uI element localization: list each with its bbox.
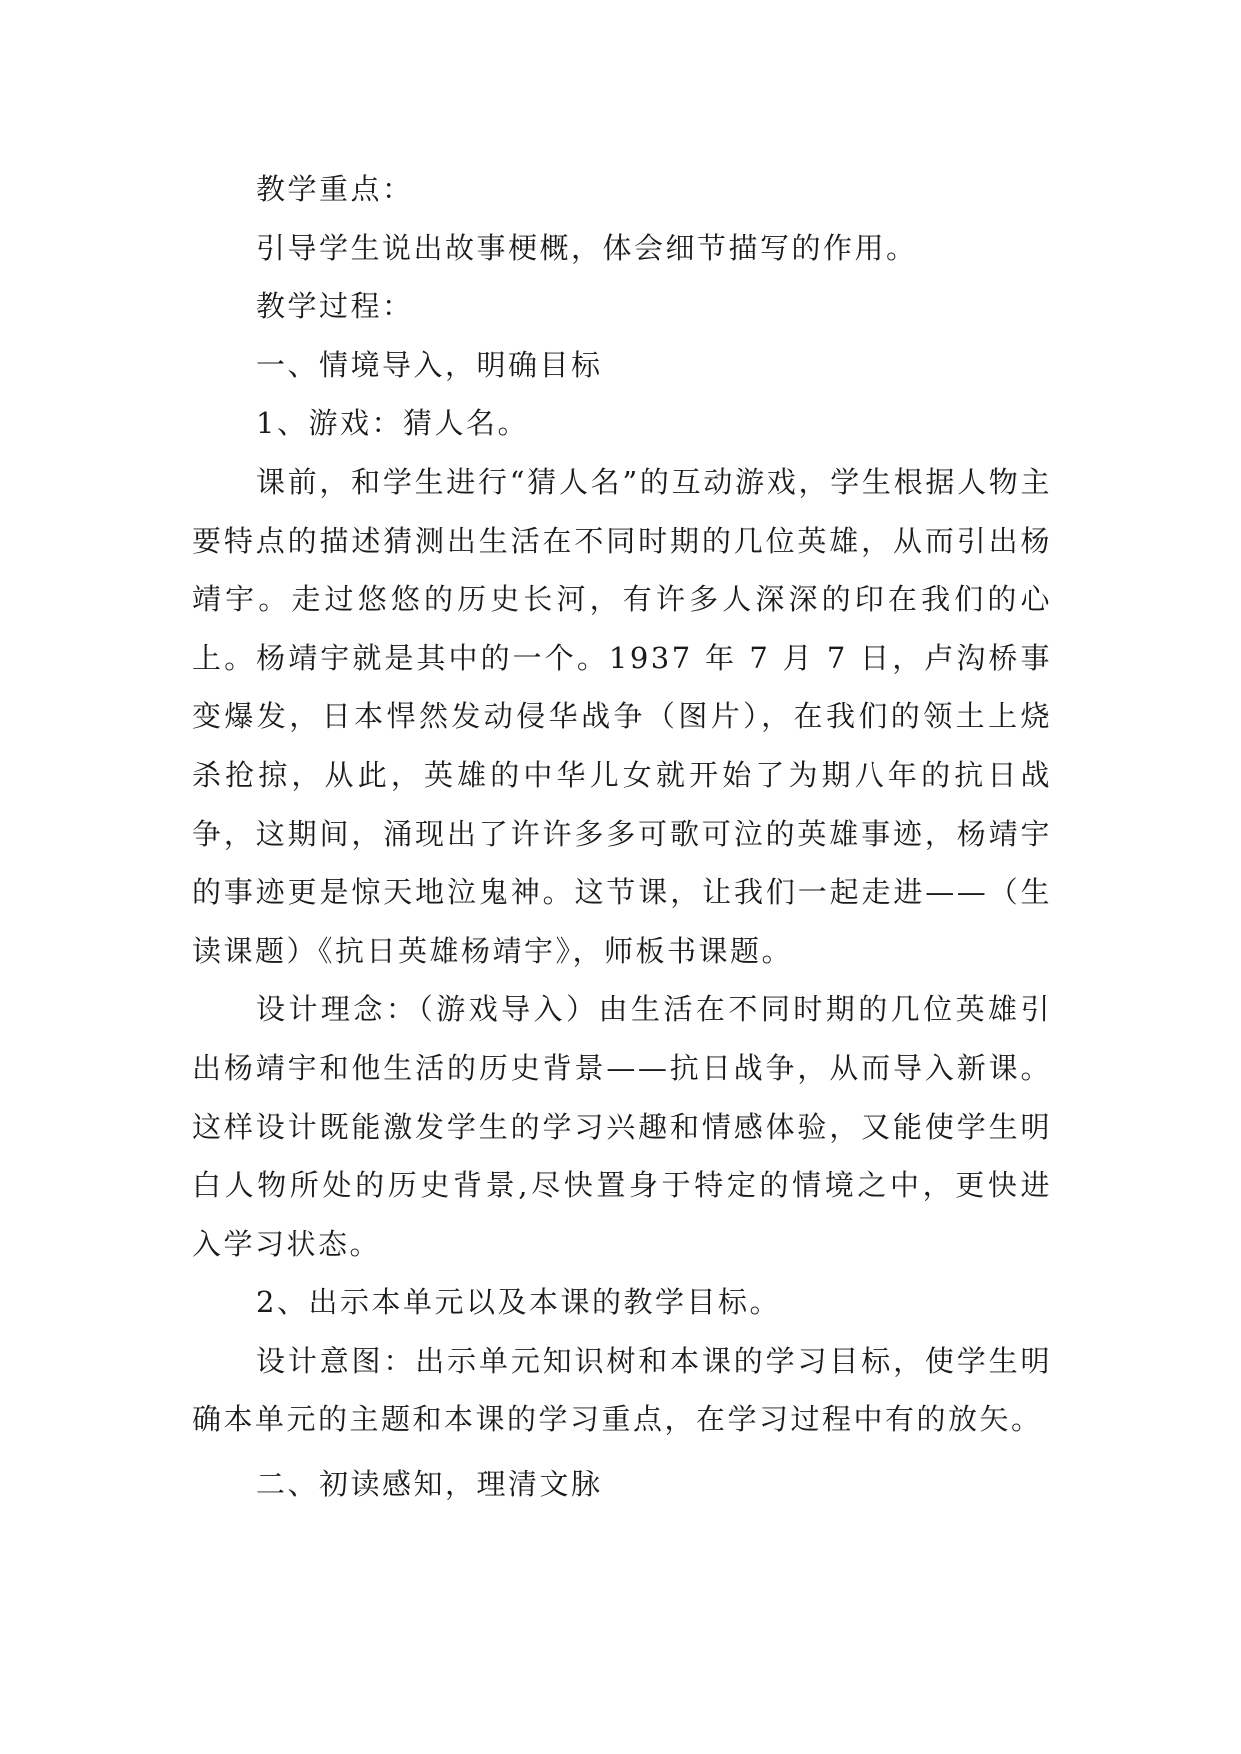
section-heading-1: 一、情境导入，明确目标 [256,347,603,382]
paragraph-game-intro: 课前，和学生进行“猜人名”的互动游戏，学生根据人物主要特点的描述猜测出生活在不同时期的几位英雄，从而引出杨靖宇。走过悠悠的历史长河，有许多人深深的印在我们的心上。杨靖宇就是其中的一个。1937 年 7 月 7 日，卢沟桥事变爆发，日本悍然发动侵华战争（图片），在我们的领土上烧杀抢掠，从此，英雄的中华儿女就开始了为期八年的抗日战争，这期间，涌现出了许许多多可歌可泣的英雄事迹，杨靖宇的事迹更是惊天地泣鬼神。这节课，让我们一起走进——（生读课题）《抗日英雄杨靖宇》，师板书课题。 [192,464,1052,968]
heading-teaching-focus: 教学重点： [256,172,414,206]
paragraph-design-intent: 设计意图：出示单元知识树和本课的学习目标，使学生明确本单元的主题和本课的学习重点，在学习过程中有的放矢。 [192,1343,1052,1437]
subheading-game: 1、游戏：猜人名。 [256,406,529,441]
subheading-objectives: 2、出示本单元以及本课的教学目标。 [256,1285,781,1320]
heading-teaching-process: 教学过程： [256,289,414,324]
paragraph-design-concept: 设计理念：（游戏导入）由生活在不同时期的几位英雄引出杨靖宇和他生活的历史背景——抗日战争，从而导入新课。这样设计既能激发学生的学习兴趣和情感体验，又能使学生明白人物所处的历史背景,尽快置身于特定的情境之中，更快进入学习状态。 [192,992,1052,1261]
document-body [192,160,1052,1514]
paragraph-teaching-focus: 引导学生说出故事梗概，体会细节描写的作用。 [256,230,918,265]
section-heading-2: 二、初读感知，理清文脉 [256,1467,603,1502]
